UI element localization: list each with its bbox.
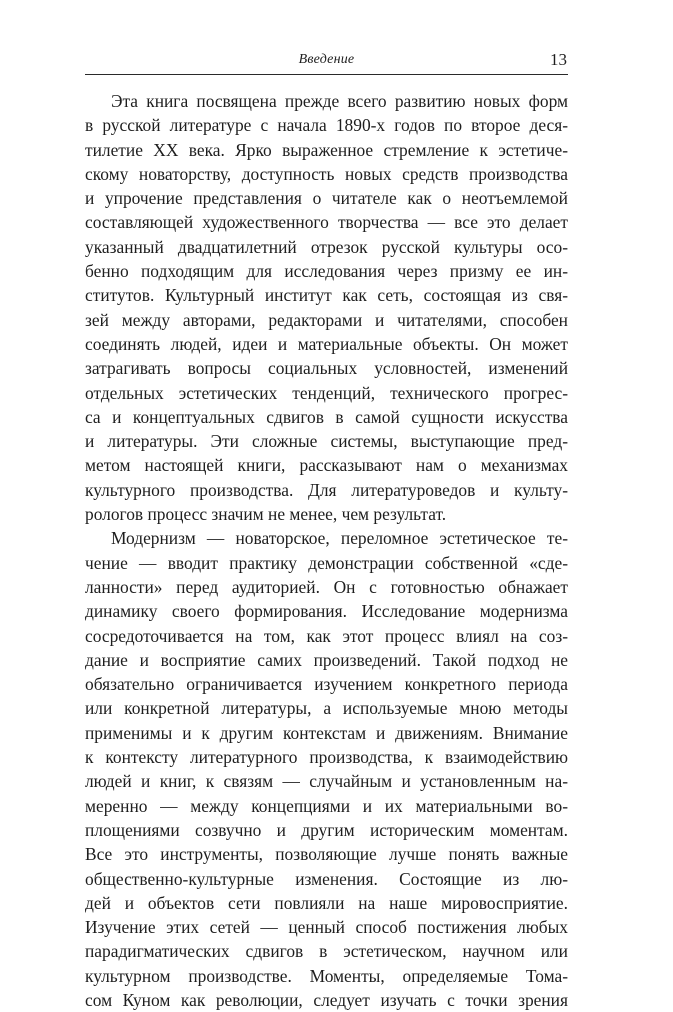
- text-line: са и концептуальных сдвигов в самой сущности искусства: [85, 406, 568, 427]
- text-line: Изучение этих сетей — ценный способ постижения любых: [85, 917, 568, 938]
- text-line: людей и книг, к связям — случайным и установленным на-: [85, 771, 568, 792]
- text-line: в русской литературе с начала 1890-х годов по второе деся-: [85, 115, 568, 136]
- text-line: затрагивать вопросы социальных условностей, изменений: [85, 358, 568, 379]
- running-header: [85, 48, 568, 75]
- text-line: чение — вводит практику демонстрации собственной «сде-: [85, 552, 568, 573]
- text-line: и литературы. Эти сложные системы, выступающие пред-: [85, 431, 568, 452]
- text-line: тилетие XX века. Ярко выраженное стремление к эстетиче-: [85, 139, 568, 160]
- text-line: ланности» перед аудиторией. Он с готовностью обнажает: [85, 576, 568, 597]
- body-text: [85, 89, 568, 1012]
- text-line: к контексту литературного производства, к взаимодействию: [85, 747, 568, 768]
- text-line: отдельных эстетических тенденций, технического прогрес-: [85, 382, 568, 403]
- text-line: сом Куном как революции, следует изучать с точки зрения: [85, 989, 568, 1010]
- text-line: указанный двадцатилетний отрезок русской культуры осо-: [85, 236, 568, 257]
- text-line: площениями созвучно и другим историческим моментам.: [85, 819, 568, 840]
- text-line: метом настоящей книги, рассказывают нам о механизмах: [85, 455, 568, 476]
- text-line: меренно — между концепциями и их материальными во-: [85, 795, 568, 816]
- text-line: общественно-культурные изменения. Состоящие из лю-: [85, 868, 568, 889]
- text-line: Все это инструменты, позволяющие лучше понять важные: [85, 844, 568, 865]
- text-line: ститутов. Культурный институт как сеть, состоящая из свя-: [85, 285, 568, 306]
- paragraph-2: [85, 526, 568, 1012]
- text-line: парадигматических сдвигов в эстетическом, научном или: [85, 941, 568, 962]
- text-line: обязательно ограничивается изучением конкретного периода: [85, 674, 568, 695]
- text-line: дание и восприятие самих произведений. Такой подход не: [85, 649, 568, 670]
- text-line: применимы и к другим контекстам и движениям. Внимание: [85, 722, 568, 743]
- text-line: составляющей художественного творчества — все это делает: [85, 212, 568, 233]
- text-line: соединять людей, идеи и материальные объекты. Он может: [85, 333, 568, 354]
- text-line: зей между авторами, редакторами и читателями, способен: [85, 309, 568, 330]
- text-line: скому новаторству, доступность новых средств производства: [85, 163, 568, 184]
- running-title: Введение: [298, 52, 355, 67]
- text-line: и упрочение представления о читателе как о неотъемлемой: [85, 188, 568, 209]
- text-line: рологов процесс значим не менее, чем результат.: [85, 504, 447, 525]
- book-page: [85, 0, 568, 1010]
- text-line: динамику своего формирования. Исследование модернизма: [85, 601, 568, 622]
- text-line: Модернизм — новаторское, переломное эстетическое те-: [111, 528, 568, 549]
- text-line: культурном производстве. Моменты, определяемые Тома-: [85, 965, 568, 986]
- paragraph-1: [85, 89, 568, 526]
- text-line: дей и объектов сети повлияли на наше мировосприятие.: [85, 892, 568, 913]
- text-line: или конкретной литературы, а используемые мною методы: [85, 698, 568, 719]
- text-line: Эта книга посвящена прежде всего развитию новых форм: [111, 91, 568, 111]
- text-line: сосредоточивается на том, как этот процесс влиял на соз-: [85, 625, 568, 646]
- text-line: бенно подходящим для исследования через призму ее ин-: [85, 261, 568, 282]
- page-number: 13: [550, 50, 567, 69]
- text-line: культурного производства. Для литературоведов и культу-: [85, 479, 568, 500]
